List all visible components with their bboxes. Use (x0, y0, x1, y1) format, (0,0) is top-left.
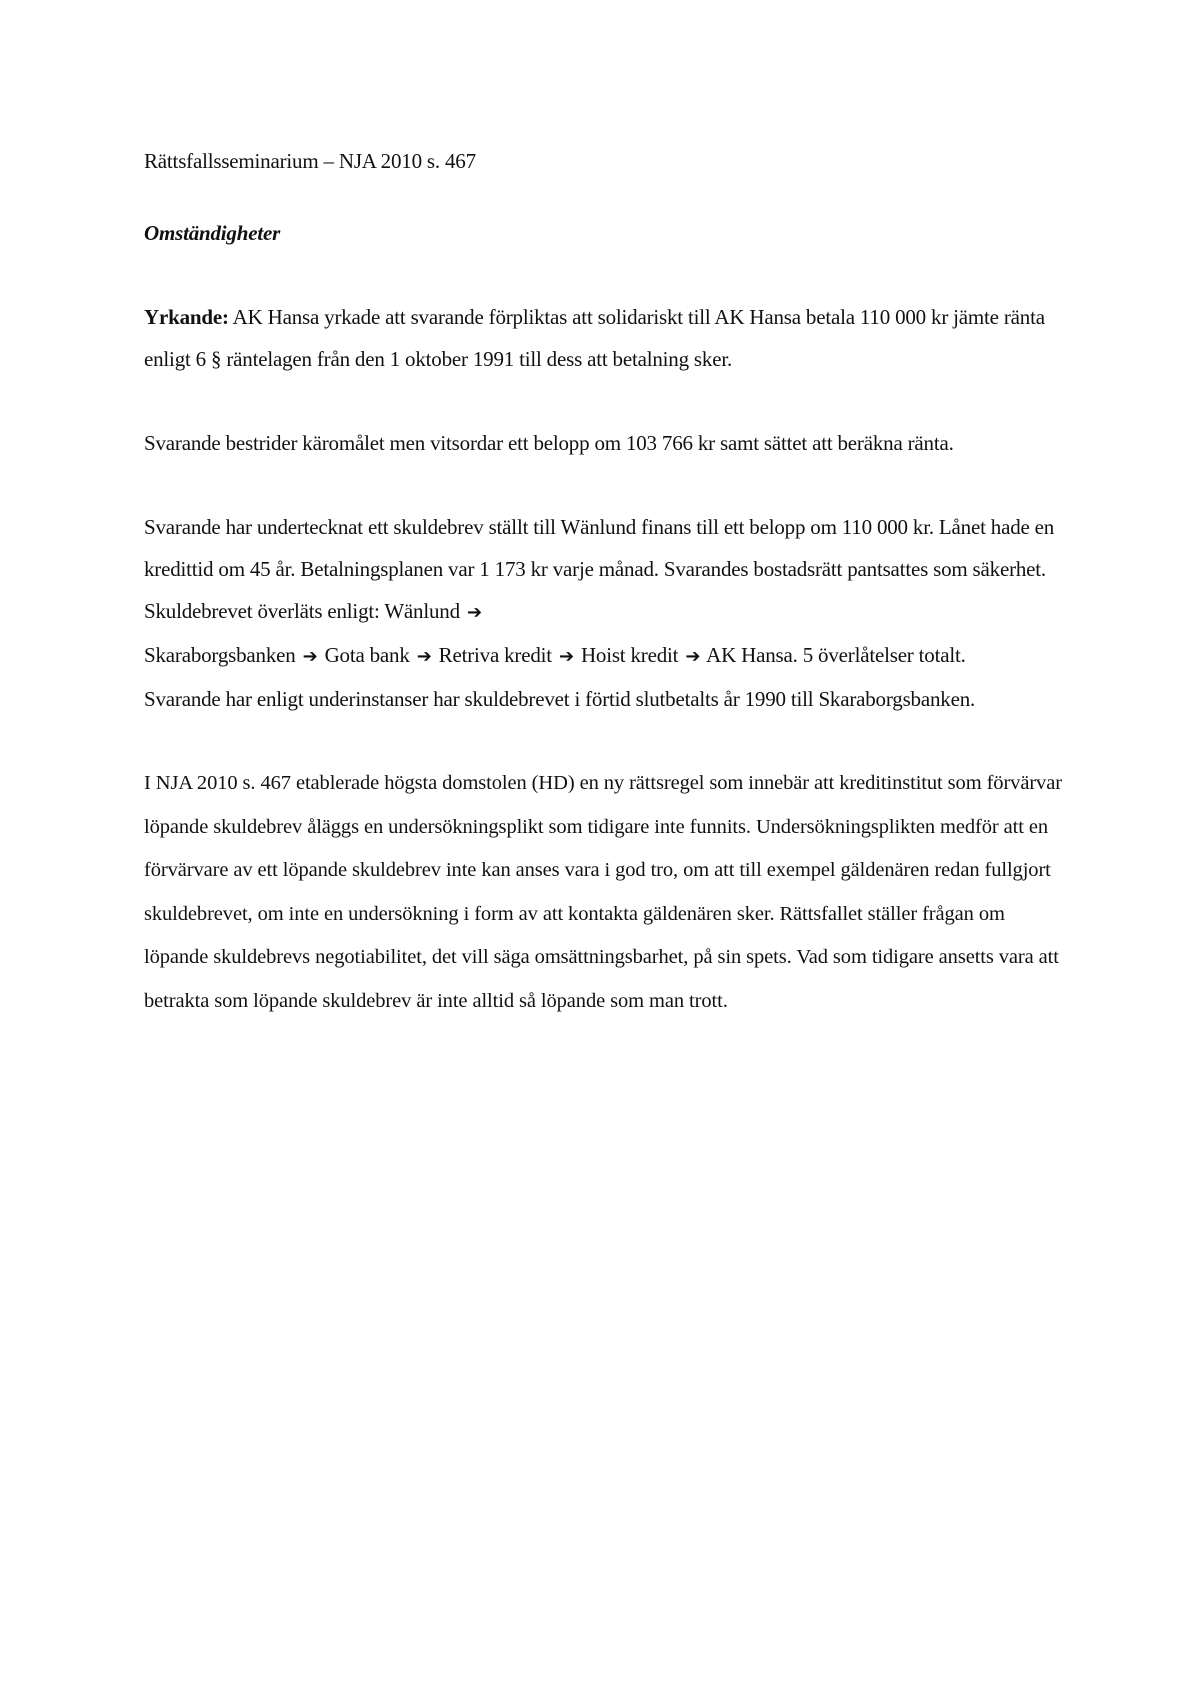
chain-item: Hoist kredit (580, 643, 679, 667)
facts-paragraph (144, 506, 1064, 678)
chain-item: Retriva kredit (438, 643, 552, 667)
chain-item: AK Hansa. (706, 643, 798, 667)
summary-paragraph: I NJA 2010 s. 467 etablerade högsta domstolen (HD) en ny rättsregel som innebär att kreditinstitut som förvärvar löpande skuldebrev åläggs en undersökningsplikt som tidigare inte funnits. Undersökningsplikten medför att en förvärvare av ett löpande skuldebrev inte kan anses vara i god tro, om att till exempel gäldenären redan fullgjort skuldebrevet, om inte en undersökning i form av att kontakta gäldenären sker. Rättsfallet ställer frågan om löpande skuldebrevs negotiabilitet, det vill säga omsättningsbarhet, på sin spets. Vad som tidigare ansetts vara att betrakta som löpande skuldebrev är inte alltid så löpande som man trott. (144, 772, 1062, 1012)
arrow-right-icon: ➔ (416, 646, 432, 667)
repaid-paragraph: Svarande har enligt underinstanser har skuldebrevet i förtid slutbetalts år 1990 till Skaraborgsbanken. (144, 687, 976, 711)
claim-paragraph (144, 296, 1064, 380)
chain-suffix: 5 överlåtelser totalt. (797, 643, 966, 667)
arrow-right-icon: ➔ (302, 646, 318, 667)
facts-intro: Svarande har undertecknat ett skuldebrev ställt till Wänlund finans till ett belopp om 110 000 kr. Lånet hade en kredittid om 45 år. Betalningsplanen var 1 173 kr varje månad. Svarandes bostadsrätt pantsattes som säkerhet. Skuldebrevet överläts enligt: (144, 515, 1055, 623)
claim-label: Yrkande: (144, 305, 229, 329)
defense-paragraph: Svarande bestrider käromålet men vitsordar ett belopp om 103 766 kr samt sättet att beräkna ränta. (144, 431, 954, 455)
claim-text: AK Hansa yrkade att svarande förpliktas att solidariskt till AK Hansa betala 110 000 kr jämte ränta enligt 6 § räntelagen från den 1 oktober 1991 till dess att betalning sker. (144, 305, 1045, 371)
chain-item: Wänlund (384, 599, 460, 623)
document-title: Rättsfallsseminarium – NJA 2010 s. 467 (144, 149, 476, 173)
arrow-right-icon: ➔ (685, 646, 701, 667)
arrow-right-icon: ➔ (466, 602, 482, 623)
chain-item: Gota bank (324, 643, 410, 667)
section-heading: Omständigheter (144, 221, 281, 245)
chain-item: Skaraborgsbanken (144, 643, 296, 667)
arrow-right-icon: ➔ (558, 646, 574, 667)
document-body (144, 140, 1064, 1065)
